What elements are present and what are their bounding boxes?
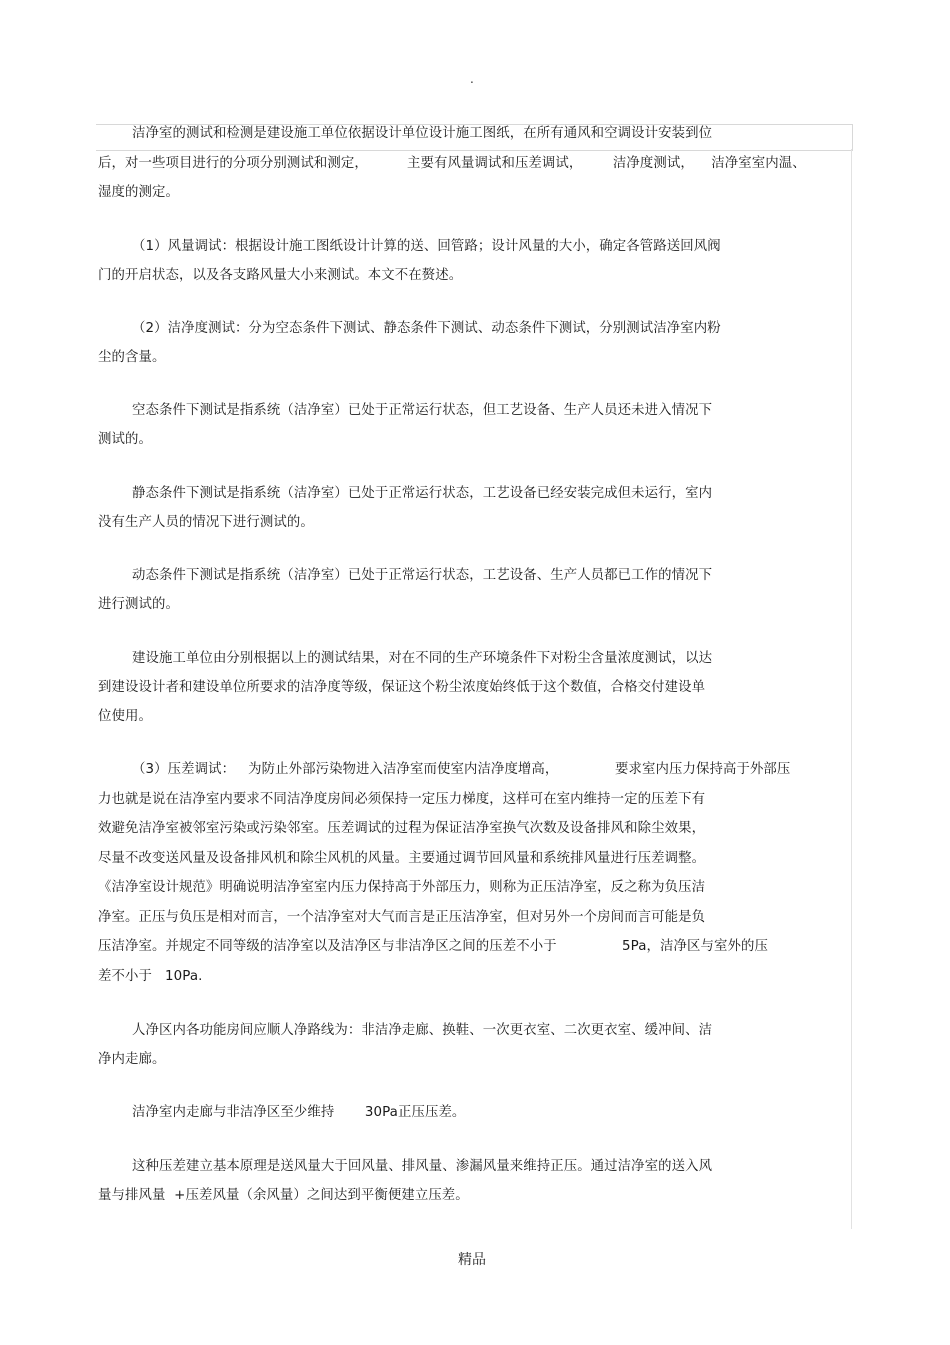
text-line: 净内走廊。	[98, 1052, 166, 1067]
text-line: 测试的。	[98, 432, 152, 447]
text-line: 这种压差建立基本原理是送风量大于回风量、排风量、渗漏风量来维持正压。通过洁净室的送入风	[132, 1159, 713, 1174]
text-line: 静态条件下测试是指系统（洁净室）已处于正常运行状态，工艺设备已经安装完成但未运行，室内	[132, 486, 713, 501]
text-line: （3）压差调试： 为防止外部污染物进入洁净室而使室内洁净度增高， 要求室内压力保持高于外部压	[132, 762, 791, 777]
text-line: 人净区内各功能房间应顺人净路线为：非洁净走廊、换鞋、一次更衣室、二次更衣室、缓冲间、洁	[132, 1023, 713, 1038]
text-line: 空态条件下测试是指系统（洁净室）已处于正常运行状态，但工艺设备、生产人员还未进入情况下	[132, 403, 713, 418]
top-mark: .	[470, 72, 474, 86]
text-line: 动态条件下测试是指系统（洁净室）已处于正常运行状态，工艺设备、生产人员都已工作的情况下	[132, 568, 713, 583]
text-line: 建设施工单位由分别根据以上的测试结果，对在不同的生产环境条件下对粉尘含量浓度测试，以达	[132, 651, 713, 666]
text-line: 尽量不改变送风量及设备排风机和除尘风机的风量。主要通过调节回风量和系统排风量进行压差调整。	[98, 851, 706, 866]
text-line: 《洁净室设计规范》明确说明洁净室室内压力保持高于外部压力，则称为正压洁净室，反之称为负压洁	[98, 880, 706, 895]
text-line: 没有生产人员的情况下进行测试的。	[98, 515, 314, 530]
text-line: 力也就是说在洁净室内要求不同洁净度房间必须保持一定压力梯度，这样可在室内维持一定的压差下有	[98, 792, 706, 807]
text-line: 量与排风量 +压差风量（余风量）之间达到平衡便建立压差。	[98, 1188, 469, 1203]
text-line: 洁净室内走廊与非洁净区至少维持 30Pa正压压差。	[132, 1105, 466, 1120]
text-line: 湿度的测定。	[98, 185, 179, 200]
page-footer: 精品	[458, 1252, 486, 1268]
text-line: （1）风量调试：根据设计施工图纸设计计算的送、回管路；设计风量的大小，确定各管路送回风阀	[132, 239, 721, 254]
text-line: 到建设设计者和建设单位所要求的洁净度等级，保证这个粉尘浓度始终低于这个数值，合格交付建设单	[98, 680, 706, 695]
text-line: （2）洁净度测试：分为空态条件下测试、静态条件下测试、动态条件下测试，分别测试洁净室内粉	[132, 321, 721, 336]
text-line: 效避免洁净室被邻室污染或污染邻室。压差调试的过程为保证洁净室换气次数及设备排风和除尘效果，	[98, 821, 706, 836]
text-line: 门的开启状态，以及各支路风量大小来测试。本文不在赘述。	[98, 268, 463, 283]
text-line: 压洁净室。并规定不同等级的洁净室以及洁净区与非洁净区之间的压差不小于 5Pa，洁净区与室外的压	[98, 939, 768, 954]
text-line: 位使用。	[98, 709, 152, 724]
table-frame-right	[851, 149, 852, 1229]
text-line: 后，对一些项目进行的分项分别测试和测定， 主要有风量调试和压差调试， 洁净度测试， 洁净室室内温、	[98, 156, 806, 171]
text-line: 差不小于 10Pa.	[98, 969, 203, 984]
text-line: 净室。正压与负压是相对而言，一个洁净室对大气而言是正压洁净室，但对另外一个房间而言可能是负	[98, 910, 706, 925]
text-line: 洁净室的测试和检测是建设施工单位依据设计单位设计施工图纸，在所有通风和空调设计安装到位	[132, 126, 713, 141]
text-line: 尘的含量。	[98, 350, 166, 365]
text-line: 进行测试的。	[98, 597, 179, 612]
